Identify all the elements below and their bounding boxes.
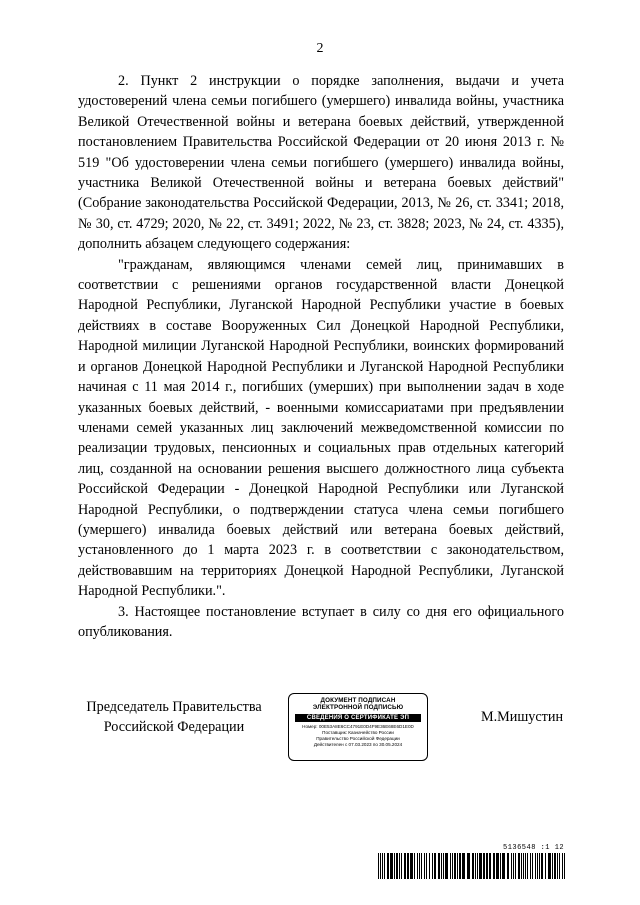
barcode-bar (559, 853, 560, 879)
barcode-bar (445, 853, 448, 879)
barcode-bar (475, 853, 476, 879)
barcode-bar (486, 853, 488, 879)
barcode-bar (537, 853, 538, 879)
barcode-bar (407, 853, 409, 879)
paragraph-item-2: 2. Пункт 2 инструкции о порядке заполнения, выдачи и учета удостоверений члена семьи погибшего (умершего) инвалида войны, участника Великой Отечественной войны и ветерана боевых действий, утвержденной постановлением Правительства Российской Федерации от 20 июня 2013 г. № 519 "Об удостоверении члена семьи погибшего (умершего) инвалида войны, участника Великой Отечественной войны и ветерана боевых действий" (Собрание законодательства Российской Федерации, 2013, № 26, ст. 3341; 2018, № 30, ст. 4729; 2020, № 22, ст. 3491; 2022, № 23, ст. 3828; 2023, № 24, ст. 4335), дополнить абзацем следующего содержания: (78, 73, 564, 253)
barcode-bar (459, 853, 461, 879)
barcode-bar (479, 853, 482, 879)
barcode-bar (515, 853, 516, 879)
stamp-owner: Правительство Российской Федерации (316, 736, 400, 742)
barcode-bar (530, 853, 531, 879)
barcode-bar (552, 853, 553, 879)
barcode-bar (500, 853, 501, 879)
signatory-title-line2: Российской Федерации (103, 719, 245, 735)
barcode-bar (493, 853, 495, 879)
barcode-bar (417, 853, 418, 879)
paragraph-item-3: 3. Настоящее постановление вступает в силу со дня его официального опубликования. (78, 603, 564, 640)
barcode-bar (541, 853, 543, 879)
barcode-bar (507, 853, 509, 879)
barcode-bar (443, 853, 444, 879)
barcode-bar (518, 853, 520, 879)
barcode-bar (525, 853, 526, 879)
barcode-bar (545, 853, 546, 879)
barcode-bar (562, 853, 563, 879)
barcode-bar (450, 853, 451, 879)
barcode-bar (441, 853, 442, 879)
barcode-bar (477, 853, 478, 879)
barcode-bar (527, 853, 528, 879)
barcode-bar (426, 853, 427, 879)
barcode-bar (396, 853, 398, 879)
barcode-bar (432, 853, 433, 879)
barcode-bar (380, 853, 381, 879)
signatory-title-line1: Председатель Правительства (86, 699, 262, 715)
barcode-bar (454, 853, 456, 879)
barcode-bar (414, 853, 415, 879)
stamp-heading-line1: ДОКУМЕНТ ПОДПИСАН (320, 697, 396, 704)
barcode-bar (483, 853, 485, 879)
barcode-bar (467, 853, 470, 879)
signatory-name: М.Мишустин (481, 709, 564, 725)
barcode-bar (421, 853, 422, 879)
stamp-issuer: Поставщик: Казначейство России (322, 730, 394, 736)
barcode-bar (399, 853, 400, 879)
page-number: 2 (316, 41, 324, 56)
signatory-title (78, 697, 270, 737)
barcode-bar (384, 853, 385, 879)
barcode-bar (387, 853, 389, 879)
document-body (78, 71, 564, 642)
barcode-bar (511, 853, 512, 879)
barcode-bar (438, 853, 440, 879)
barcode-bar (378, 853, 379, 879)
barcode-bar (394, 853, 395, 879)
barcode-bar (535, 853, 536, 879)
barcode-bar (457, 853, 458, 879)
barcode-bar (513, 853, 514, 879)
barcode-bar (564, 853, 565, 879)
barcode-bar (434, 853, 436, 879)
electronic-signature-stamp (288, 693, 428, 761)
stamp-heading-line2: ЭЛЕКТРОННОЙ ПОДПИСЬЮ (312, 704, 404, 712)
barcode-bar (404, 853, 406, 879)
stamp-validity: Действителен с 07.03.2023 по 30.05.2024 (313, 742, 403, 748)
barcode-bar (462, 853, 465, 879)
barcode-bar (424, 853, 425, 879)
barcode-bar (554, 853, 556, 879)
barcode-bar (502, 853, 505, 879)
barcode-number: 5136548 :1 12 (503, 844, 565, 852)
barcode-bar (496, 853, 499, 879)
barcode-bar (410, 853, 413, 879)
stamp-certificate-bar: СВЕДЕНИЯ О СЕРТИФИКАТЕ ЭП (295, 714, 421, 722)
barcode-bar (521, 853, 522, 879)
barcode-bar (382, 853, 383, 879)
barcode-bar (557, 853, 558, 879)
barcode (378, 853, 568, 879)
barcode-bar (401, 853, 402, 879)
barcode-bar (419, 853, 420, 879)
paragraph-insertion: "гражданам, являющимся членами семей лиц, принимавших в соответствии с решениями органов государственной власти Донецкой Народной Республики, Луганской Народной Республики участие в боевых действиях в составе Вооруженных Сил Донецкой Народной Республики, Народной милиции Луганской Народной Республики, воинских формирований и органов Донецкой Народной Республики и Луганской Народной Республики начиная с 11 мая 2014 г., погибших (умерших) при выполнении задач в ходе указанных боевых действий, - военными комиссариатами при предъявлении членами семей указанных лиц заключений межведомственной комиссии по реализации трудовых, пенсионных и социальных прав отдельных категорий лиц, созданной на основании решения высшего должностного лица субъекта Российской Федерации - Донецкой Народной Республики или Луганской Народной Республики, о подтверждении статуса члена семьи погибшего (умершего) инвалида боевых действий или ветерана боевых действий, установленного до 1 марта 2023 г. в соответствии с законодательством, действовавшим на территориях Донецкой Народной Республики, Луганской Народной Республики.". (78, 256, 564, 600)
stamp-serial: Номер: 00E53A8E6CC4791E0D4F9E36E68E6D1E0D (302, 723, 414, 729)
barcode-bar (429, 853, 430, 879)
barcode-bar (539, 853, 540, 879)
barcode-bar (452, 853, 453, 879)
barcode-bar (548, 853, 551, 879)
barcode-bar (489, 853, 491, 879)
barcode-bar (523, 853, 524, 879)
barcode-bar (472, 853, 474, 879)
barcode-bar (532, 853, 533, 879)
barcode-bar (390, 853, 393, 879)
